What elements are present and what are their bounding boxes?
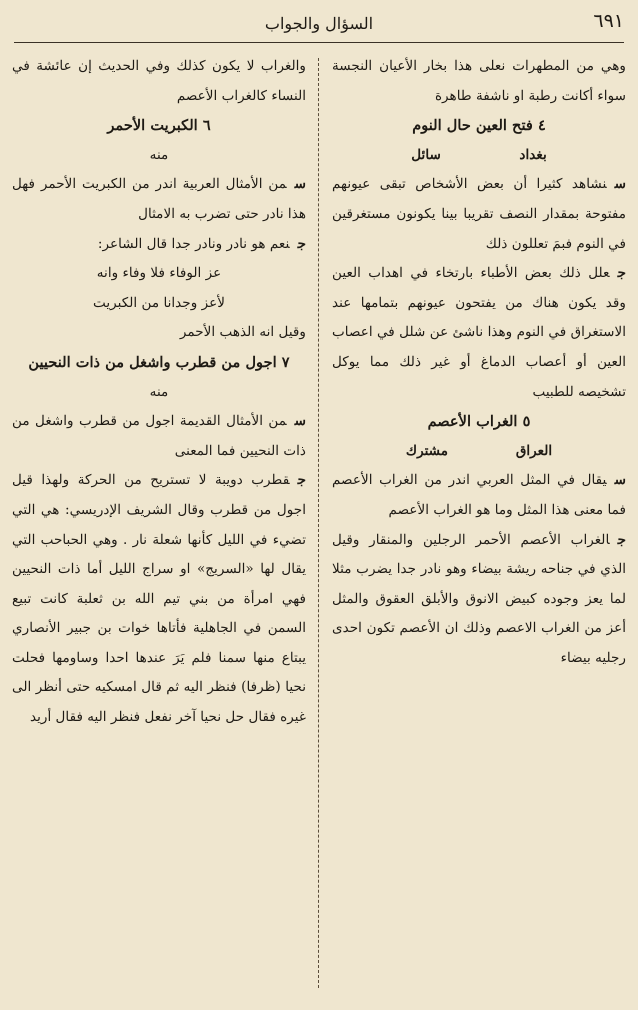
question-5-question-text: يقال في المثل العربي اندر من الغراب الأعصم فما معنى هذا المثل وما هو الغراب الأعصم <box>332 472 626 518</box>
answer-marker: ج <box>617 265 626 282</box>
question-5-meta <box>332 437 626 467</box>
question-5-answer-text: الغراب الأعصم الأحمر الرجلين والمنقار وقيل الذي في جناحه ريشة بيضاء وهو نادر جدا يضرب مثلا لما يعز وجوده كبيض الانوق والأبلق العقوق والمثل أعز من الغراب الاعصم وذلك ان الأعصم تكون احدى رجليه بيضاء <box>332 531 626 666</box>
question-6-title: ٦ الكبريت الأحمر <box>107 117 211 135</box>
answer-marker: ج <box>297 472 306 489</box>
question-4-asker: سائل <box>411 146 441 163</box>
page-number: ٦٩١ <box>593 10 624 32</box>
question-5-title: ٥ الغراب الأعصم <box>427 413 531 431</box>
question-marker: س <box>294 176 306 193</box>
question-4-question <box>332 170 626 259</box>
question-6-answer <box>12 230 306 260</box>
question-marker: س <box>614 176 626 193</box>
question-7-answer <box>12 466 306 732</box>
question-7-answer-text: قطرب دويبة لا تستريح من الحركة ولهذا قيل اجول من قطرب وقال الشريف الإدريسي: هي التي تضيء في الليل كأنها شعلة نار . وهي الحباحب التي يقال لها «السريج» او سراج الليل أما ذات النحيين فهي امرأة من بني تيم الله بن ثعلبة كانت تبيع السمن في الجاهلية فأتاها خوات بن جبير الأنصاري يبتاع منها سمنا فلم يَرَ عندها احدا وساومها فحلت نحيا (ظرفا) فنظر اليه ثم قال امسكيه حتى أنظر الى غيره فقال حل نحيا آخر نفعل فنظر اليه فقال أريد <box>12 472 306 726</box>
question-7-question <box>12 407 306 466</box>
question-6-question-text: من الأمثال العربية اندر من الكبريت الأحمر فهل هذا نادر حتى تضرب به الامثال <box>12 176 306 222</box>
answer-marker: ج <box>617 531 626 548</box>
question-5-asker: مشترك <box>405 442 449 459</box>
poem-verse-1: عز الوفاء فلا وفاء وانه <box>96 265 222 282</box>
question-7-asker: منه <box>149 383 169 400</box>
question-5-question <box>332 466 626 525</box>
question-5-answer <box>332 526 626 674</box>
question-6-after: وقيل انه الذهب الأحمر <box>179 324 306 341</box>
question-5-place: العراق <box>515 442 553 459</box>
running-title: السؤال والجواب <box>264 14 374 33</box>
answer-marker: ج <box>297 235 306 252</box>
question-7-title: ٧ اجول من قطرب واشغل من ذات النحيين <box>28 353 290 371</box>
column-divider <box>318 58 319 988</box>
question-7-question-text: من الأمثال القديمة اجول من قطرب واشغل من ذات النحيين فما المعنى <box>12 413 306 459</box>
right-column <box>332 52 626 992</box>
question-4-question-text: نشاهد كثيرا أن بعض الأشخاص تبقى عيونهم مفتوحة بمقدار النصف تقريبا بينا يكونون مستغرقين في النوم فبمَ تعللون ذلك <box>332 176 626 252</box>
page-header <box>14 4 624 43</box>
question-marker: س <box>294 413 306 430</box>
poem-verse-2: لأعز وجدانا من الكبريت <box>93 294 225 311</box>
question-4-meta <box>332 141 626 171</box>
question-6-question <box>12 170 306 229</box>
left-column <box>12 52 306 992</box>
question-6-answer-text: نعم هو نادر ونادر جدا قال الشاعر: <box>97 235 290 252</box>
question-4-title: ٤ فتح العين حال النوم <box>412 117 546 135</box>
intro-paragraph: وهي من المطهرات نعلى هذا بخار الأعيان النجسة سواء أكانت رطبة او ناشفة طاهرة <box>332 58 626 104</box>
question-marker: س <box>614 472 626 489</box>
question-4-answer-text: علل ذلك بعض الأطباء بارتخاء في اهداب العين وقد يكون هناك من يفتحون عيونهم بتمامها عند الاستغراق في النوم وهذا ناشئ عن شلل في اعصاب العين أو أعصاب الدماغ أو غير ذلك مما يوكل تشخيصه للطبيب <box>332 265 626 400</box>
question-4-place: بغداد <box>519 146 547 163</box>
question-4-answer <box>332 259 626 407</box>
question-6-asker: منه <box>149 146 169 163</box>
continuation-paragraph: والغراب لا يكون كذلك وفي الحديث إن عائشة في النساء كالغراب الأعصم <box>12 58 306 104</box>
